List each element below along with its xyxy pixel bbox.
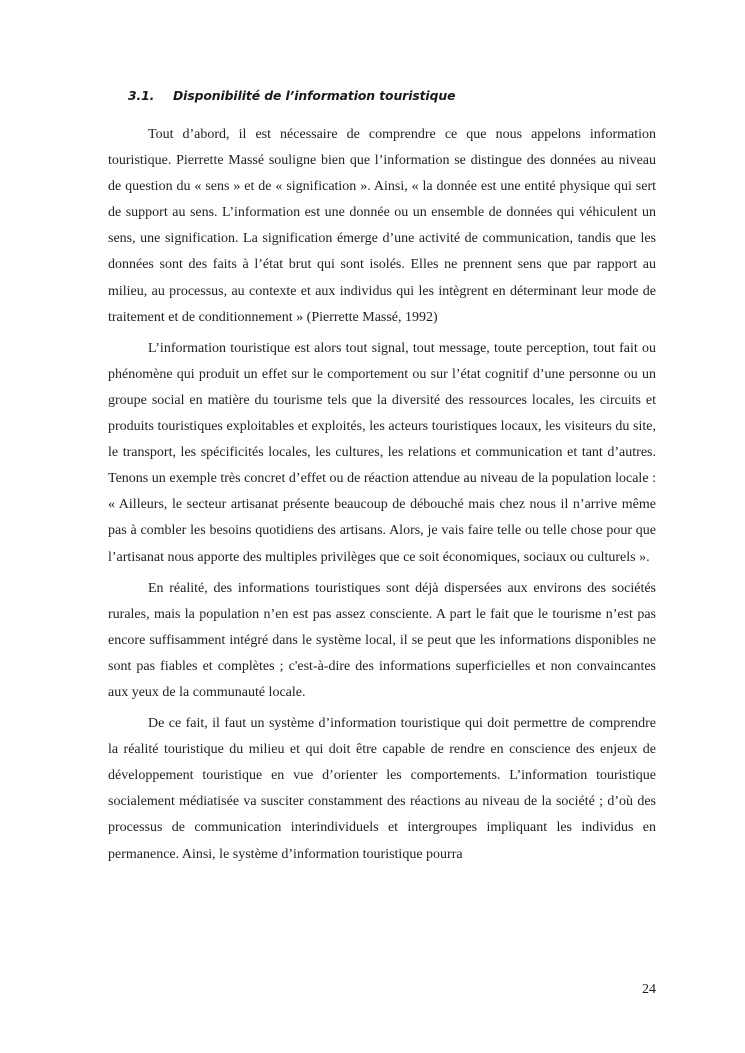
paragraph-3: En réalité, des informations touristiques sont déjà dispersées aux environs des sociétés rurales, mais la population n’en est pas assez consciente. A part le fait que le tourisme n’est pas encore suffisamment intégré dans le système local, il se peut que les informations disponibles ne sont pas fiables et complètes ; c'est-à-dire des informations superficielles et non convaincantes aux yeux de la communauté locale. xyxy=(108,580,656,700)
body-text xyxy=(108,122,656,873)
paragraph-1: Tout d’abord, il est nécessaire de comprendre ce que nous appelons information touristique. Pierrette Massé souligne bien que l’information se distingue des données au niveau de question du « sens » et de « signification ». Ainsi, « la donnée est une entité physique qui sert de support au sens. L’information est une donnée ou un ensemble de données qui véhiculent un sens, une signification. La signification émerge d’une activité de communication, tandis que les données sont des faits à l’état brut qui sont isolés. Elles ne prennent sens que par rapport au milieu, au processus, au contexte et aux individus qui les intègrent en déterminant leur mode de traitement et de conditionnement » (Pierrette Massé, 1992) xyxy=(108,127,656,325)
page-number: 24 xyxy=(642,982,656,997)
section-heading xyxy=(128,88,455,103)
paragraph-2: L’information touristique est alors tout signal, tout message, toute perception, tout fait ou phénomène qui produit un effet sur le comportement ou sur l’état cognitif d’une personne ou un groupe social en matière du tourisme tels que la diversité des ressources locales, les circuits et produits touristiques exploitables et exploités, les acteurs touristiques locaux, les visiteurs du site, le transport, les spécificités locales, les cultures, les relations et communication et tant d’autres. Tenons un exemple très concret d’effet ou de réaction attendue au niveau de la population locale : « Ailleurs, le secteur artisanat présente beaucoup de débouché mais chez nous il n’arrive même pas à combler les besoins quotidiens des artisans. Alors, je vais faire telle ou telle chose pour que l’artisanat nous apporte des multiples privilèges que ce soit économiques, sociaux ou culturels ». xyxy=(108,340,656,565)
section-number: 3.1. xyxy=(128,88,155,103)
section-title: Disponibilité de l’information touristique xyxy=(173,88,456,103)
paragraph-4: De ce fait, il faut un système d’information touristique qui doit permettre de comprendre la réalité touristique du milieu et qui doit être capable de rendre en conscience des enjeux de développement touristique en vue d’orienter les comportements. L’information touristique socialement médiatisée va susciter constamment des réactions au niveau de la société ; d’où des processus de communication interindividuels et intergroupes impliquant les individus en permanence. Ainsi, le système d’information touristique pourra xyxy=(108,716,656,862)
